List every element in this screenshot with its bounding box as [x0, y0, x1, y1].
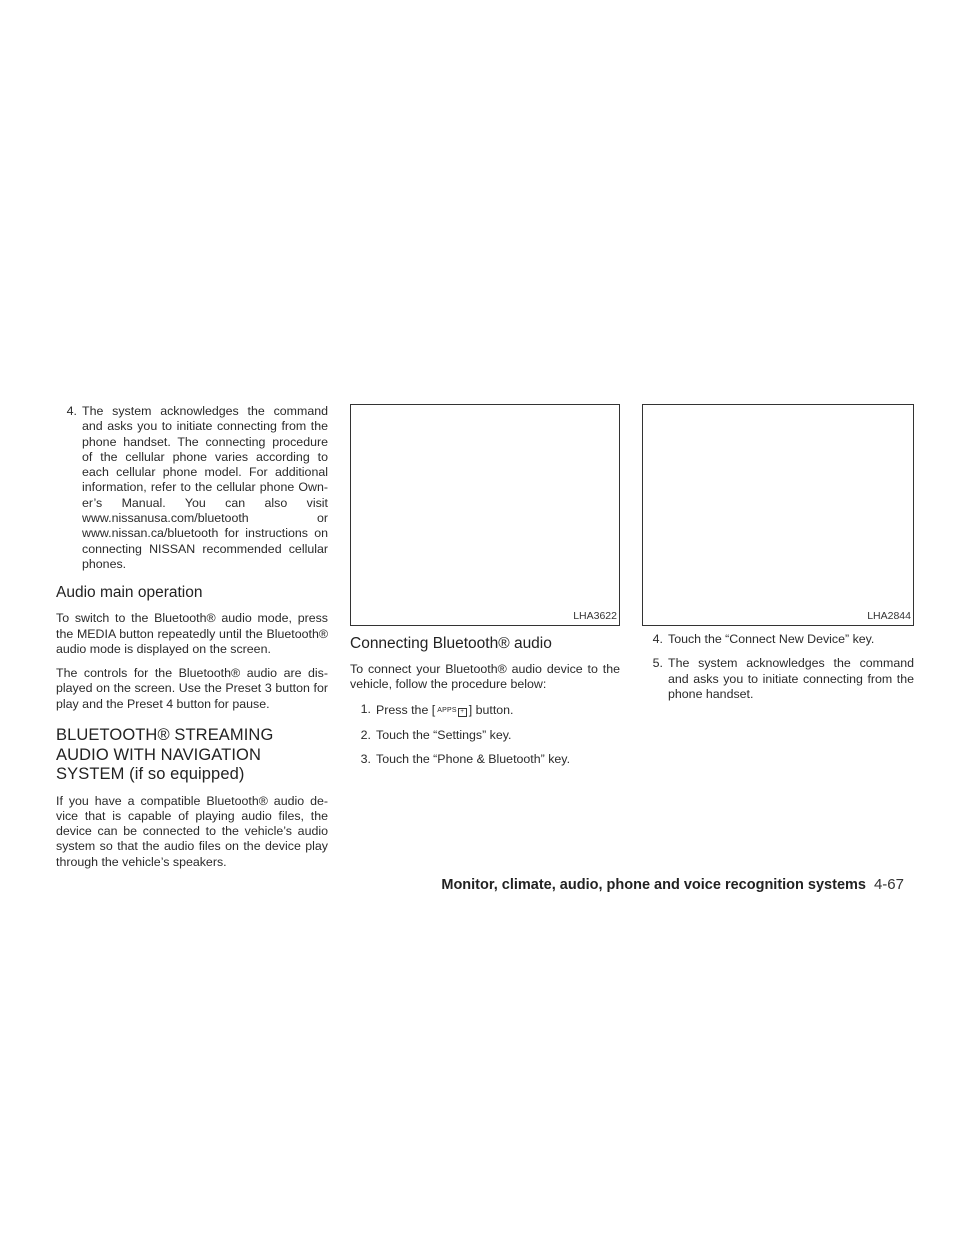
figure-label: LHA3622 — [573, 609, 617, 622]
figure-lha2844 — [642, 404, 914, 626]
step-text-prefix: Press the [ — [376, 702, 436, 717]
figure-label: LHA2844 — [867, 609, 911, 622]
audio-main-operation-heading: Audio main operation — [56, 584, 203, 602]
step-text: Touch the “Connect New Device” key. — [668, 632, 875, 646]
page-footer — [441, 876, 904, 893]
step-number: 3. — [360, 752, 371, 767]
step-5-list-item — [642, 656, 914, 702]
step-number: 4. — [66, 404, 77, 418]
middle-column — [350, 404, 620, 776]
step-4-list-item — [56, 404, 328, 572]
connecting-bluetooth-audio-heading: Connecting Bluetooth® audio — [350, 635, 552, 652]
audio-paragraph-1: To switch to the Bluetooth® audio mode, press the MEDIA button repeatedly until the Bluetooth® audio mode is displayed on the screen. — [56, 611, 328, 656]
step-text: The system acknowledges the command and asks you to initiate connecting from the phone handset. — [668, 656, 914, 701]
step-number: 1. — [360, 701, 371, 716]
step-text-suffix: ] button. — [468, 702, 514, 717]
apps-icon-text: APPS — [437, 706, 457, 714]
step-4-list-item — [642, 632, 914, 647]
streaming-paragraph: If you have a compatible Bluetooth® audio de-vice that is capable of playing audio files, the device can be connected to the vehicle’s audio system so that the audio files on the device play through the vehicle’s speakers. — [56, 793, 328, 869]
apps-box-icon: + — [458, 708, 467, 717]
step-text: The system acknowledges the command and asks you to initiate connecting from the phone handset. The connecting procedure of the cellular phone varies according to each cellular phone model. For additional information, refer to the cellular phone Own-er’s Manual. You can also visit www.nissanusa.com/bluetooth or www.nissan.ca/bluetooth for instructions on connecting NISSAN recommended cellular phones. — [82, 404, 328, 571]
right-column — [642, 404, 914, 711]
step-3-list-item — [350, 752, 620, 767]
streaming-audio-heading: BLUETOOTH® STREAMING AUDIO WITH NAVIGATION SYSTEM (if so equipped) — [56, 726, 274, 784]
apps-button-icon — [435, 702, 468, 719]
step-number: 5. — [652, 656, 663, 671]
step-2-list-item — [350, 728, 620, 743]
connect-paragraph: To connect your Bluetooth® audio device to the vehicle, follow the procedure below: — [350, 662, 620, 692]
chapter-title: Monitor, climate, audio, phone and voice recognition systems — [441, 877, 866, 893]
audio-paragraph-2: The controls for the Bluetooth® audio are dis-played on the screen. Use the Preset 3 button for play and the Preset 4 button for pause. — [56, 666, 328, 711]
step-text: Touch the “Settings” key. — [376, 727, 512, 742]
left-column — [56, 404, 328, 879]
step-text: Touch the “Phone & Bluetooth” key. — [376, 752, 571, 767]
step-number: 2. — [360, 727, 371, 742]
step-1-list-item — [350, 702, 620, 719]
figure-lha3622 — [350, 404, 620, 626]
page-number: 4-67 — [873, 876, 904, 893]
step-number: 4. — [652, 632, 663, 646]
